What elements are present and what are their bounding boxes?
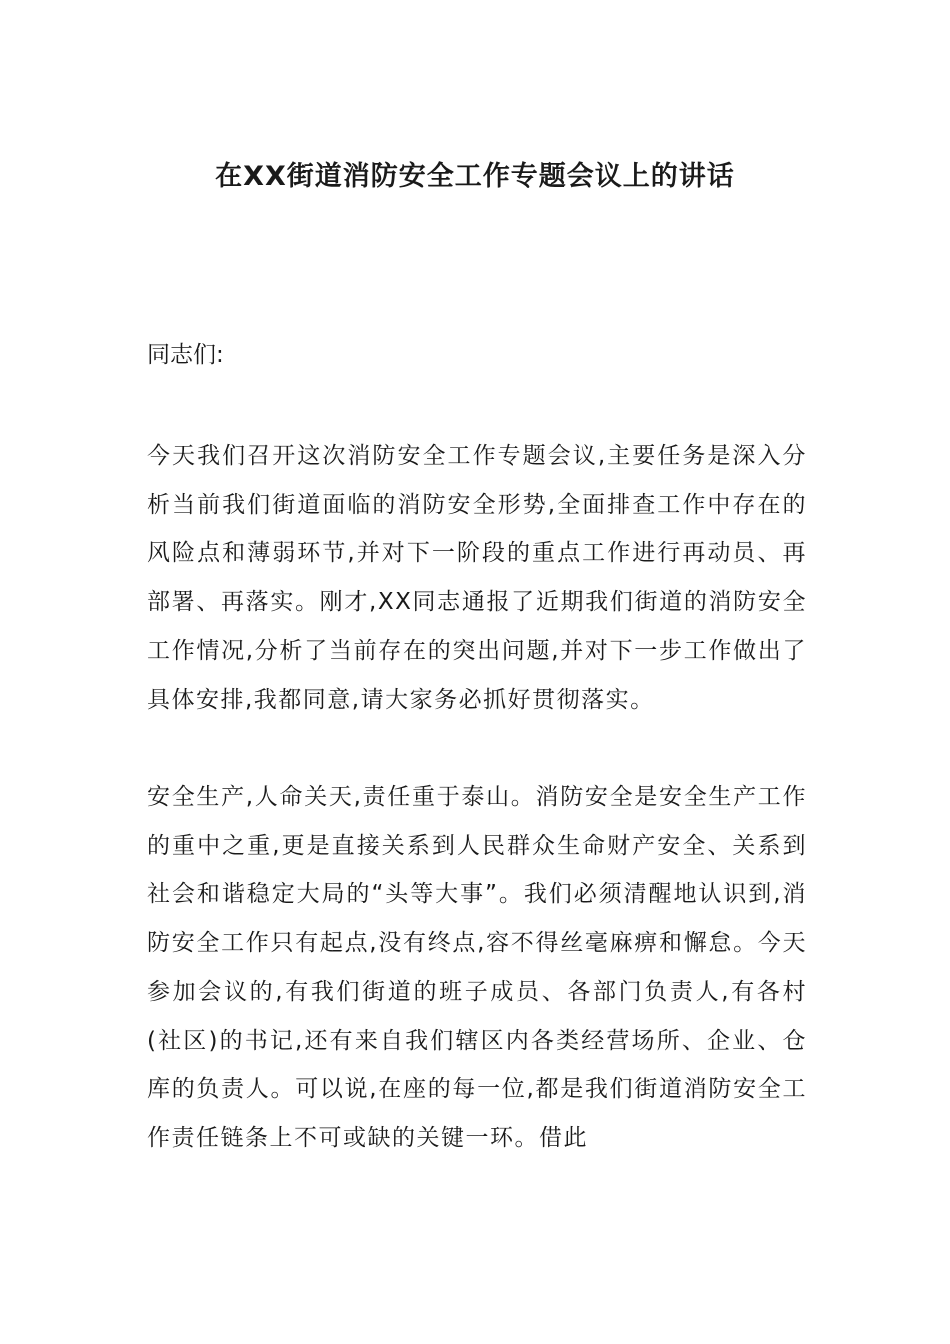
document-title: 在XX街道消防安全工作专题会议上的讲话 xyxy=(215,161,735,192)
paragraph-2: 安全生产,人命关天,责任重于泰山。消防安全是安全生产工作的重中之重,更是直接关系到人民群众生命财产安全、关系到社会和谐稳定大局的“头等大事”。我们必须清醒地认识到,消防安全工作只有起点,没有终点,容不得丝毫麻痹和懈怠。今天参加会议的,有我们街道的班子成员、各部门负责人,有各村(社区)的书记,还有来自我们辖区内各类经营场所、企业、仓库的负责人。可以说,在座的每一位,都是我们街道消防安全工作责任链条上不可或缺的关键一环。借此 xyxy=(147,784,807,1151)
greeting: 同志们: xyxy=(147,342,224,368)
paragraph-1: 今天我们召开这次消防安全工作专题会议,主要任务是深入分析当前我们街道面临的消防安全形势,全面排查工作中存在的风险点和薄弱环节,并对下一阶段的重点工作进行再动员、再部署、再落实。刚才,XX同志通报了近期我们街道的消防安全工作情况,分析了当前存在的突出问题,并对下一步工作做出了具体安排,我都同意,请大家务必抓好贯彻落实。 xyxy=(147,443,807,713)
